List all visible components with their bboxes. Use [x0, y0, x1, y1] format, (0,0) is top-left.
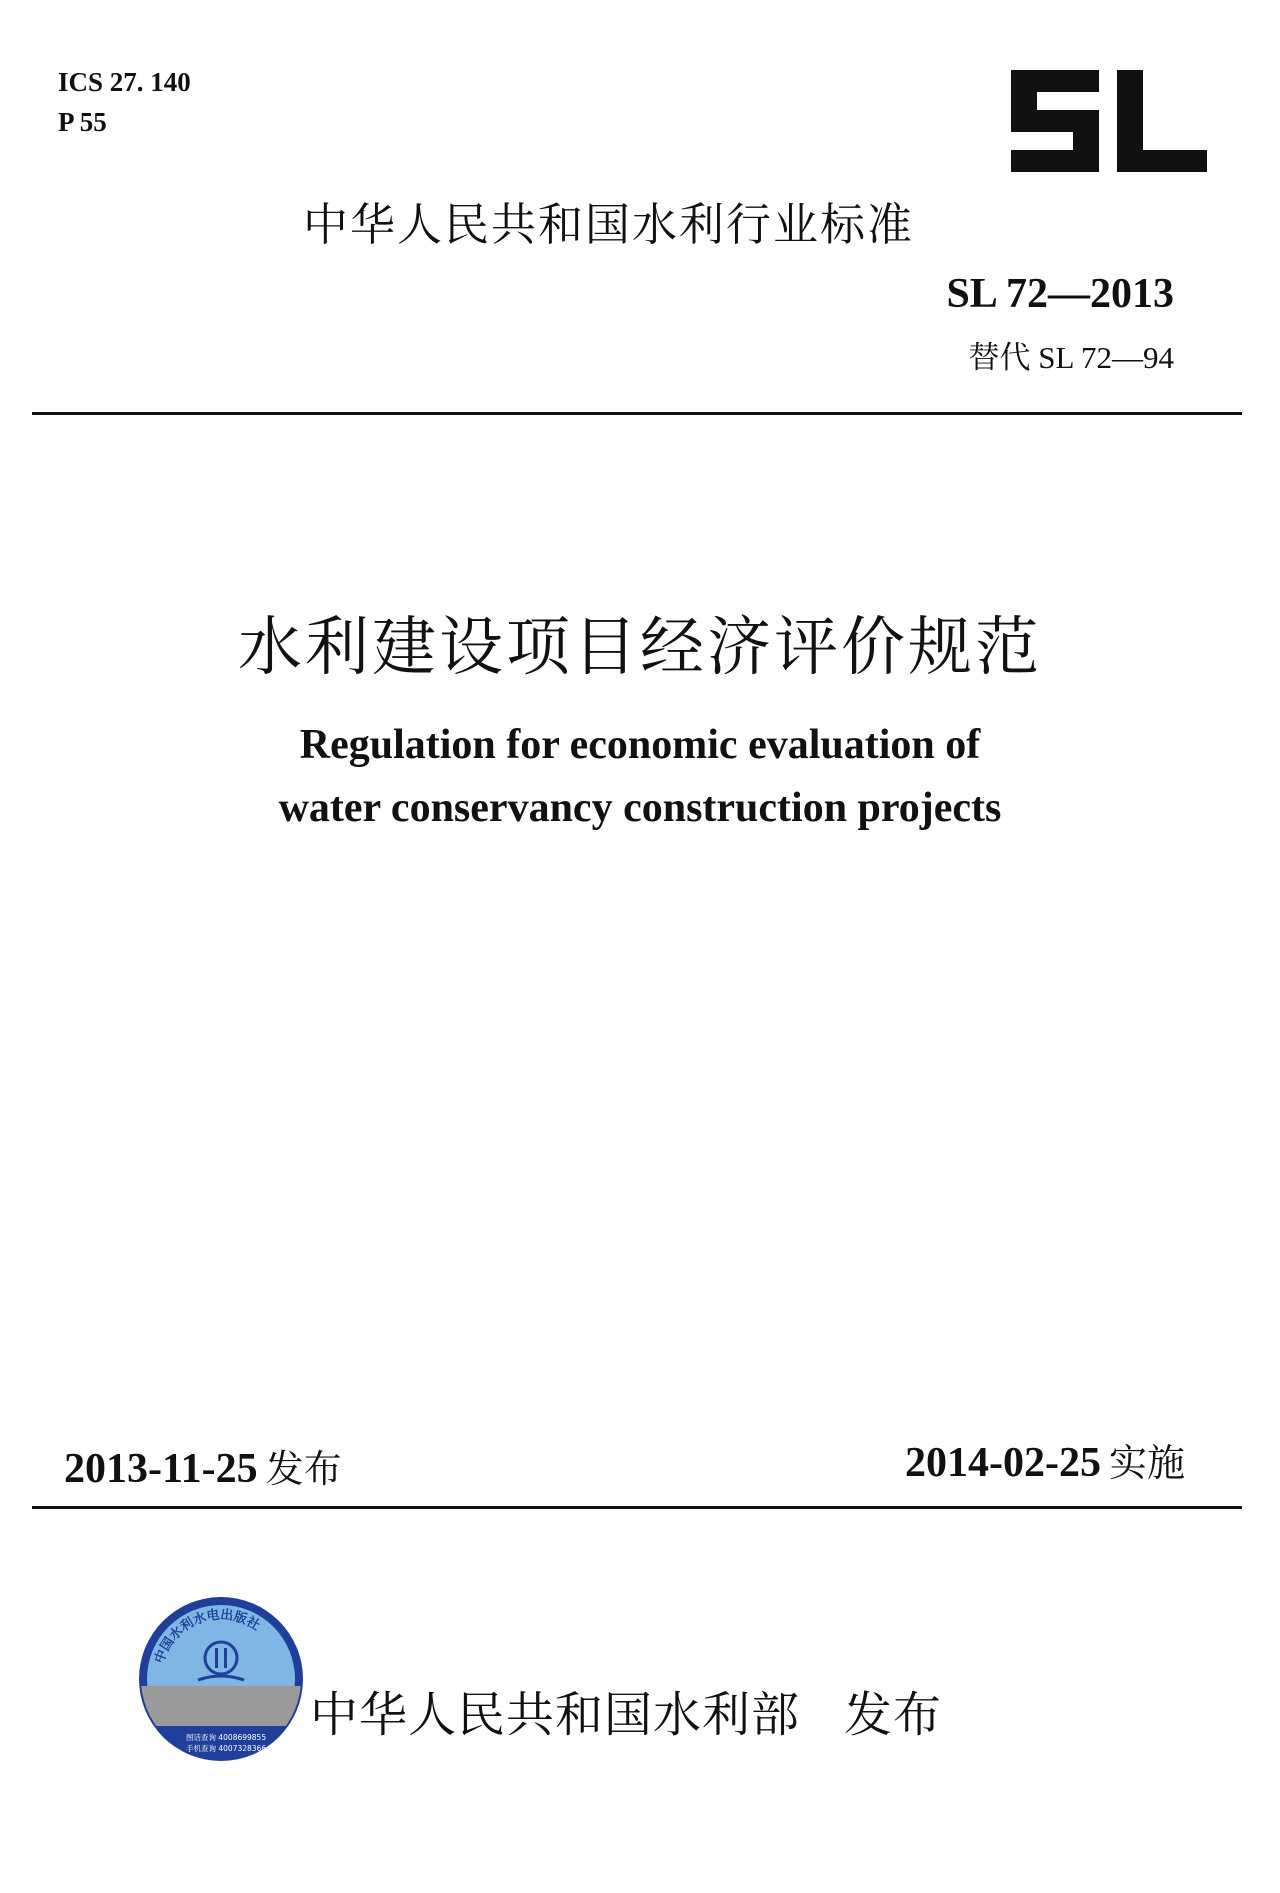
seal-phone-line1: 图话查询 4008699855	[186, 1733, 267, 1742]
classification-codes	[58, 62, 191, 142]
issue-date	[64, 1438, 342, 1493]
publisher-label: 发布	[844, 1687, 943, 1743]
publisher	[310, 1676, 942, 1745]
publisher-seal	[136, 1594, 306, 1764]
issue-label: 发布	[265, 1447, 342, 1491]
issue-date-value: 2013-11-25	[64, 1446, 258, 1492]
sl-logo	[1003, 62, 1213, 180]
implementation-date	[905, 1432, 1185, 1487]
ics-code: ICS 27. 140	[58, 67, 191, 97]
replaces-note: 替代 SL 72—94	[968, 340, 1174, 375]
implementation-label: 实施	[1108, 1441, 1185, 1485]
seal-arc-text: 中国水利水电出版社	[152, 1607, 263, 1666]
title-english	[0, 714, 1280, 840]
industry-standard-heading: 中华人民共和国水利行业标准	[303, 198, 915, 251]
standard-number: SL 72—2013	[946, 271, 1174, 317]
title-english-line1: Regulation for economic evaluation of	[299, 722, 981, 768]
bottom-divider	[32, 1506, 1242, 1509]
seal-phone-line2: 手机查询 4007328366	[186, 1744, 267, 1753]
title-english-line2: water conservancy construction projects	[278, 785, 1002, 831]
ccs-code: P 55	[58, 107, 107, 137]
implementation-date-value: 2014-02-25	[905, 1440, 1101, 1486]
title-chinese: 水利建设项目经济评价规范	[238, 611, 1042, 685]
top-divider	[32, 412, 1242, 415]
publisher-name: 中华人民共和国水利部	[310, 1687, 801, 1743]
